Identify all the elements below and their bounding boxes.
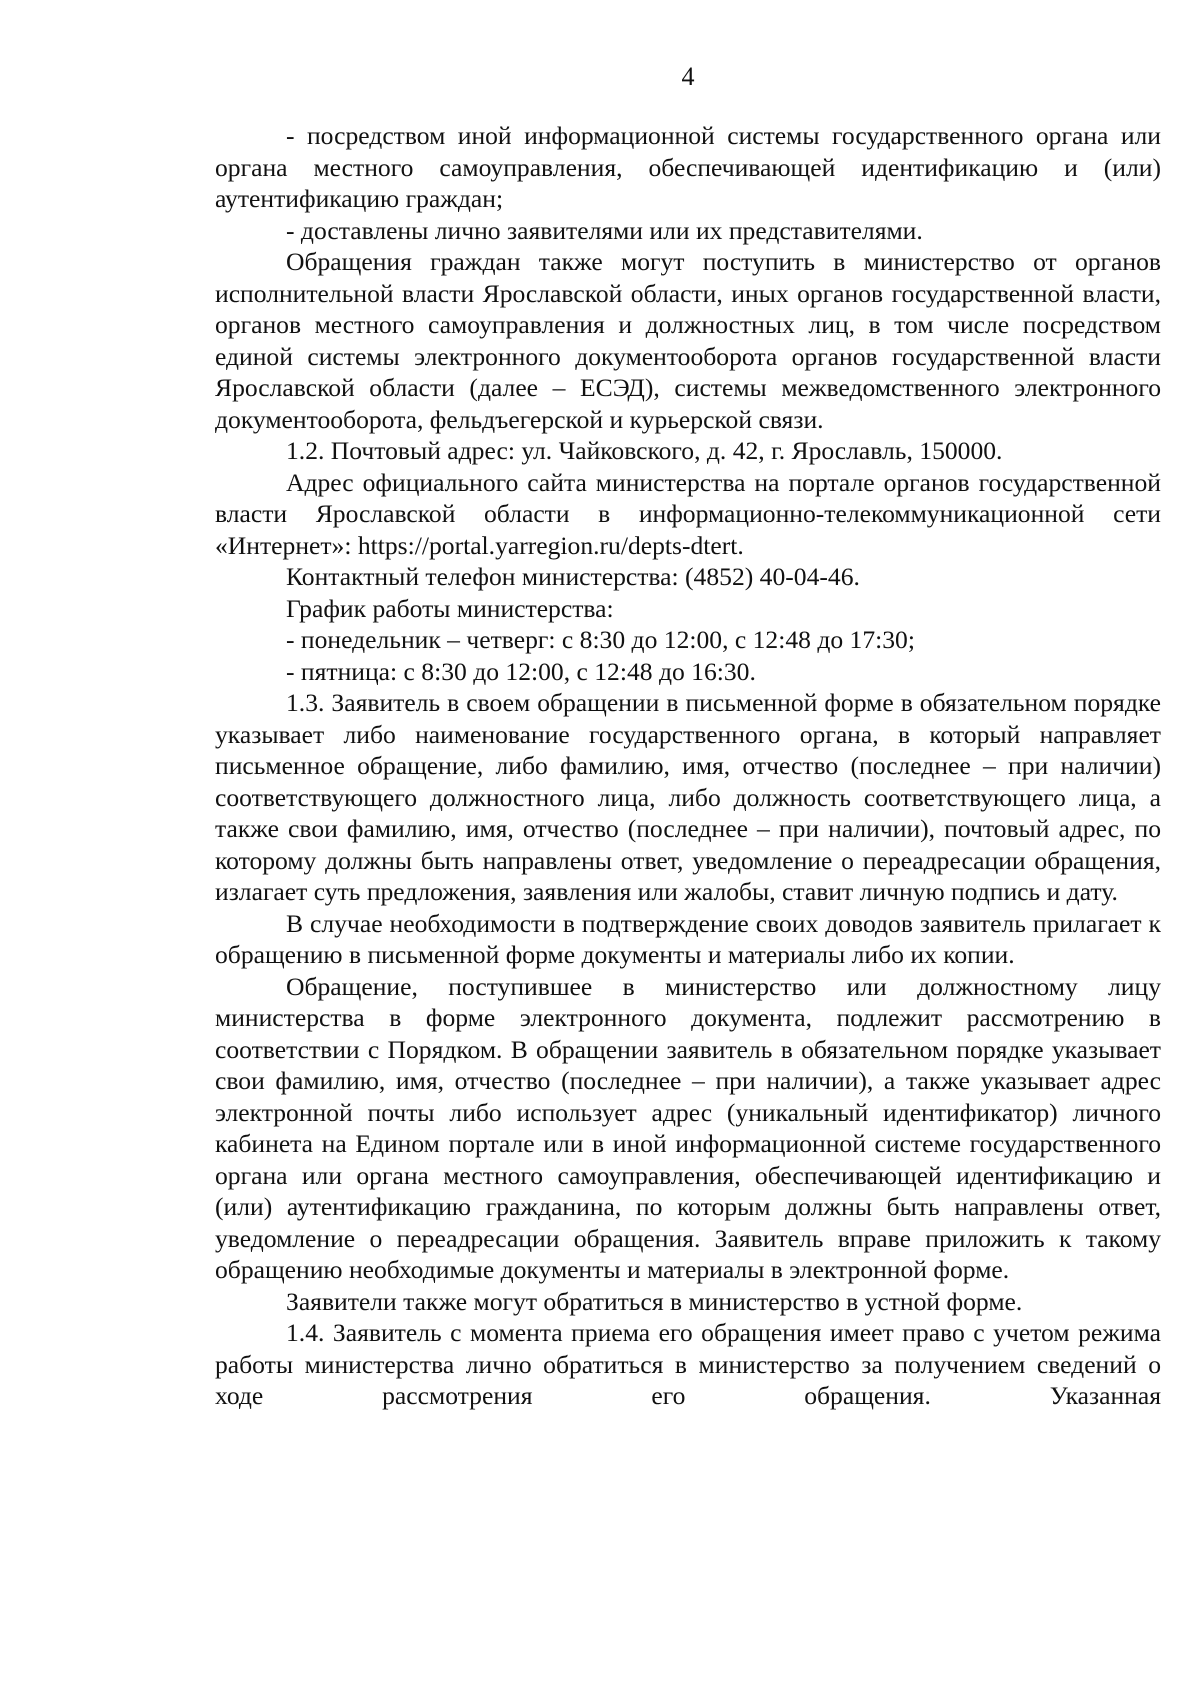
paragraph-electronic-appeal: Обращение, поступившее в министерство или должностному лицу министерства в форме электронного документа, подлежит рассмотрению в соответствии с Порядком. В обращении заявитель в обязательном порядке указывает свои фамилию, имя, отчество (последнее – при наличии), а также указывает адрес электронной почты либо использует адрес (уникальный идентификатор) личного кабинета на Едином портале или в иной информационной системе государственного органа или органа местного самоуправления, обеспечивающей идентификацию и (или) аутентификацию гражданина, по которым должны быть направлены ответ, уведомление о переадресации обращения. Заявитель вправе приложить к такому обращению необходимые документы и материалы в электронной форме. [215, 971, 1161, 1284]
paragraph-schedule-heading: График работы министерства: [286, 593, 614, 623]
paragraph-postal-address: 1.2. Почтовый адрес: ул. Чайковского, д. 42, г. Ярославль, 150000. [286, 436, 1003, 465]
paragraph-appeals-sources: Обращения граждан также могут поступить в министерство от органов исполнительной власти Ярославской области, иных органов государственной власти, органов местного самоуправления и должностных лиц, в том числе посредством единой системы электронного документооборота органов государственной власти Ярославской области (далее – ЕСЭД), системы межведомственного электронного документооборота, фельдъегерской и курьерской связи. [215, 247, 1161, 434]
paragraph-schedule-mon-thu: - понедельник – четверг: с 8:30 до 12:00, с 12:48 до 17:30; [286, 625, 915, 654]
document-body [215, 120, 1161, 1412]
paragraph-status-request: 1.4. Заявитель с момента приема его обращения имеет право с учетом режима работы министерства лично обратиться в министерство за получением сведений о ходе рассмотрения его обращения. Указанная [215, 1318, 1161, 1410]
paragraph-schedule-fri: - пятница: с 8:30 до 12:00, с 12:48 до 16:30. [286, 656, 756, 686]
paragraph-contact-phone: Контактный телефон министерства: (4852) 40-04-46. [286, 562, 860, 591]
page-number: 4 [681, 62, 695, 91]
paragraph-website-address: Адрес официального сайта министерства на портале органов государственной власти Ярославской области в информационно-телекоммуникационной сети «Интернет»: https://portal.yarregion.ru/depts-dtert. [215, 467, 1161, 560]
paragraph-list-item-portal: - посредством иной информационной системы государственного органа или органа местного самоуправления, обеспечивающей идентификацию и (или) аутентификацию граждан; [215, 121, 1161, 213]
paragraph-oral-appeal: Заявители также могут обратиться в министерство в устной форме. [286, 1286, 1023, 1316]
paragraph-list-item-delivered: - доставлены лично заявителями или их представителями. [286, 215, 923, 245]
paragraph-written-appeal-requirements: 1.3. Заявитель в своем обращении в письменной форме в обязательном порядке указывает либо наименование государственного органа, в который направляет письменное обращение, либо фамилию, имя, отчество (последнее – при наличии) соответствующего должностного лица, либо должность соответствующего лица, а также свои фамилию, имя, отчество (последнее – при наличии), почтовый адрес, по которому должны быть направлены ответ, уведомление о переадресации обращения, излагает суть предложения, заявления или жалобы, ставит личную подпись и дату. [215, 688, 1161, 906]
paragraph-attachments: В случае необходимости в подтверждение своих доводов заявитель прилагает к обращению в письменной форме документы и материалы либо их копии. [215, 908, 1161, 969]
